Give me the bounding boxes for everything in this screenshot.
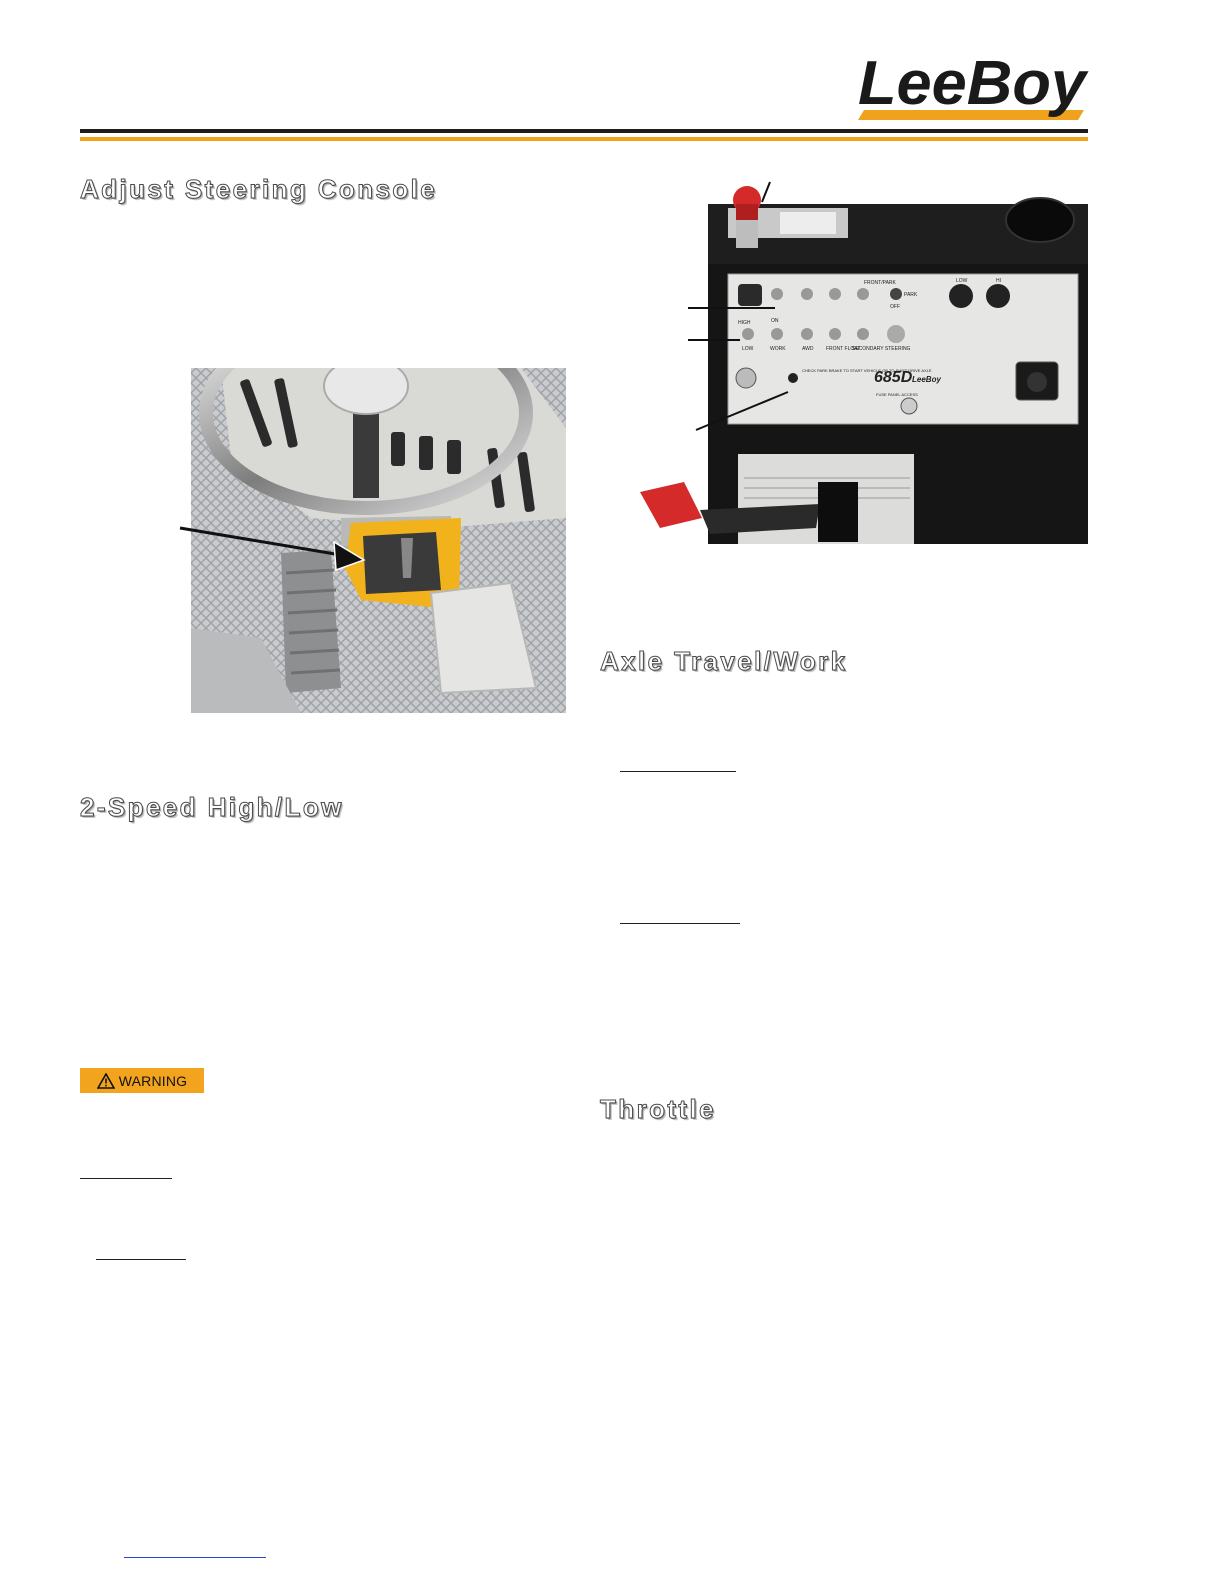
label-wiper-low: LOW bbox=[956, 278, 968, 284]
callout-arrow-tilt-pedal bbox=[176, 518, 376, 578]
label-model: 685D bbox=[874, 369, 913, 386]
console-callout-lines bbox=[680, 180, 790, 440]
underline-1 bbox=[80, 1178, 172, 1179]
header-rule-gold bbox=[80, 137, 1088, 141]
label-high: HIGH bbox=[738, 320, 751, 326]
label-panel-brand: LeeBoy bbox=[912, 375, 941, 384]
label-work: WORK bbox=[770, 346, 786, 352]
logo-text: LeeBoy bbox=[858, 49, 1090, 118]
label-front-float: FRONT FLOAT bbox=[826, 346, 861, 352]
label-fuse-panel-access: FUSE PANEL ACCESS bbox=[876, 392, 918, 397]
label-secondary-steering: SECONDARY STEERING bbox=[852, 346, 911, 352]
heading-axle-travel-work: Axle Travel/Work bbox=[600, 646, 848, 676]
label-switch-on: ON bbox=[771, 318, 779, 324]
underline-3 bbox=[620, 771, 736, 772]
label-awd: AWD bbox=[802, 346, 814, 352]
leeboy-logo bbox=[852, 44, 1092, 128]
warning-badge bbox=[80, 1068, 204, 1093]
warning-triangle-icon bbox=[97, 1073, 115, 1089]
label-low: LOW bbox=[742, 346, 754, 352]
heading-adjust-steering-console: Adjust Steering Console bbox=[80, 174, 438, 204]
header-rule-dark bbox=[80, 129, 1088, 133]
heading-2-speed-high-low: 2-Speed High/Low bbox=[80, 792, 344, 822]
underline-4 bbox=[620, 923, 740, 924]
label-front-park: FRONT/PARK bbox=[864, 280, 896, 286]
warning-label: WARNING bbox=[118, 1072, 188, 1089]
label-park: PARK bbox=[904, 292, 918, 298]
footer-link-underline[interactable] bbox=[124, 1557, 266, 1558]
label-park-brake-notice: CHECK PARK BRAKE TO START VEHICLE OR TO SHIFT DRIVE AXLE bbox=[802, 368, 932, 373]
label-wiper-high: HI bbox=[996, 278, 1001, 284]
underline-2 bbox=[96, 1259, 186, 1260]
label-off: OFF bbox=[890, 304, 900, 310]
heading-throttle: Throttle bbox=[600, 1094, 716, 1124]
